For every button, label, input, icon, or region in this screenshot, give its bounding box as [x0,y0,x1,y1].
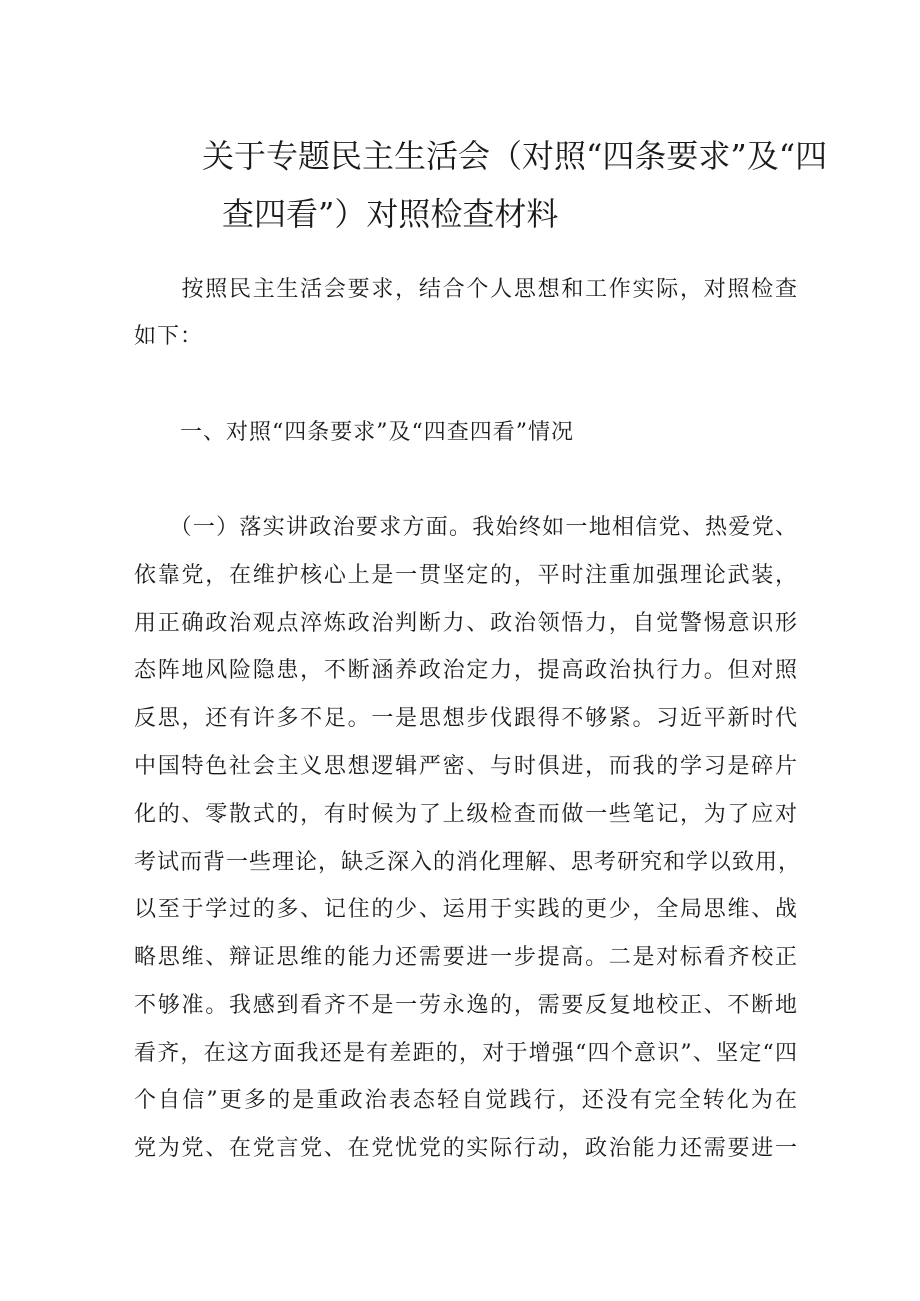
paragraph-1-line-10: 略思维、辩证思维的能力还需要进一步提高。二是对标看齐校正 [134,945,798,970]
intro-line-1: 按照民主生活会要求，结合个人思想和工作实际，对照检查 [134,277,798,302]
paragraph-1-line-5: 反思，还有许多不足。一是思想步伐跟得不够紧。习近平新时代 [134,706,798,731]
paragraph-1-line-13: 个自信”更多的是重政治表态轻自觉践行，还没有完全转化为在 [134,1088,798,1113]
paragraph-1-line-7: 化的、零散式的，有时候为了上级检查而做一些笔记，为了应对 [134,802,798,827]
section-heading-1: 一、对照“四条要求”及“四查四看”情况 [134,420,574,445]
paragraph-1-line-6: 中国特色社会主义思想逻辑严密、与时俱进，而我的学习是碎片 [134,754,798,779]
intro-line-2: 如下： [134,324,204,349]
paragraph-1-line-14: 党为党、在党言党、在党忧党的实际行动，政治能力还需要进一 [134,1136,798,1161]
paragraph-1-line-3: 用正确政治观点淬炼政治判断力、政治领悟力，自觉警惕意识形 [134,611,798,636]
document-title-line-2: 查四看”）对照检查材料 [222,195,559,233]
document-title-line-1: 关于专题民主生活会（对照“四条要求”及“四 [202,137,828,175]
paragraph-1-line-9: 以至于学过的多、记住的少、运用于实践的更少，全局思维、战 [134,897,798,922]
paragraph-1-line-12: 看齐，在这方面我还是有差距的，对于增强“四个意识”、坚定“四 [134,1041,798,1066]
paragraph-1-line-4: 态阵地风险隐患，不断涵养政治定力，提高政治执行力。但对照 [134,658,798,683]
paragraph-1-line-8: 考试而背一些理论，缺乏深入的消化理解、思考研究和学以致用， [134,850,802,875]
paragraph-1-line-11: 不够准。我感到看齐不是一劳永逸的，需要反复地校正、不断地 [134,993,798,1018]
paragraph-1-line-1: （一）落实讲政治要求方面。我始终如一地相信党、热爱党、 [134,515,798,540]
paragraph-1-line-2: 依靠党，在维护核心上是一贯坚定的，平时注重加强理论武装， [134,563,798,588]
